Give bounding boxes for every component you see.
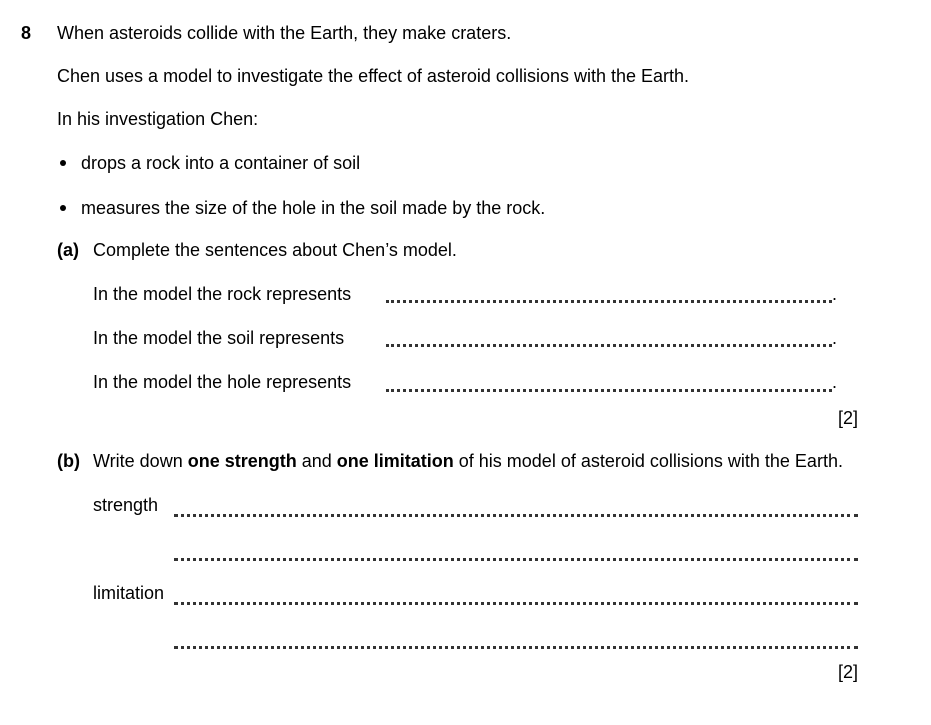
question-intro: When asteroids collide with the Earth, they make craters. xyxy=(57,23,512,43)
limitation-line-2[interactable] xyxy=(174,646,858,649)
strength-label: strength xyxy=(93,495,159,515)
part-a-marks: [2] xyxy=(838,408,859,428)
sentence-end: . xyxy=(832,284,838,304)
bullet-item: measures the size of the hole in the soil made by the rock. xyxy=(81,198,546,218)
sentence-end: . xyxy=(832,372,838,392)
bullet-icon xyxy=(60,160,66,166)
question-lead: In his investigation Chen: xyxy=(57,109,259,129)
limitation-line-1[interactable] xyxy=(174,602,858,605)
instruction-text: Write down xyxy=(93,451,188,471)
answer-line-soil[interactable] xyxy=(386,344,832,347)
sentence-soil: In the model the soil represents xyxy=(93,328,345,348)
question-number: 8 xyxy=(21,23,32,43)
bullet-icon xyxy=(60,205,66,211)
answer-line-rock[interactable] xyxy=(386,300,832,303)
limitation-label: limitation xyxy=(93,583,165,603)
sentence-end: . xyxy=(832,328,838,348)
instruction-bold-limitation: one limitation xyxy=(336,451,454,471)
sentence-rock: In the model the rock represents xyxy=(93,284,352,304)
answer-line-hole[interactable] xyxy=(386,389,832,392)
strength-line-2[interactable] xyxy=(174,558,858,561)
sentence-hole: In the model the hole represents xyxy=(93,372,352,392)
part-b-marks: [2] xyxy=(838,662,859,682)
question-context: Chen uses a model to investigate the effect of asteroid collisions with the Earth. xyxy=(57,66,690,86)
part-a-label: (a) xyxy=(57,240,79,260)
bullet-item: drops a rock into a container of soil xyxy=(81,153,361,173)
strength-line-1[interactable] xyxy=(174,514,858,517)
part-a-instruction: Complete the sentences about Chen’s model. xyxy=(93,240,457,260)
instruction-text: of his model of asteroid collisions with the Earth. xyxy=(453,451,843,471)
instruction-text: and xyxy=(296,451,337,471)
instruction-bold-strength: one strength xyxy=(187,451,297,471)
part-b-instruction xyxy=(93,451,843,472)
part-b-label: (b) xyxy=(57,451,80,471)
